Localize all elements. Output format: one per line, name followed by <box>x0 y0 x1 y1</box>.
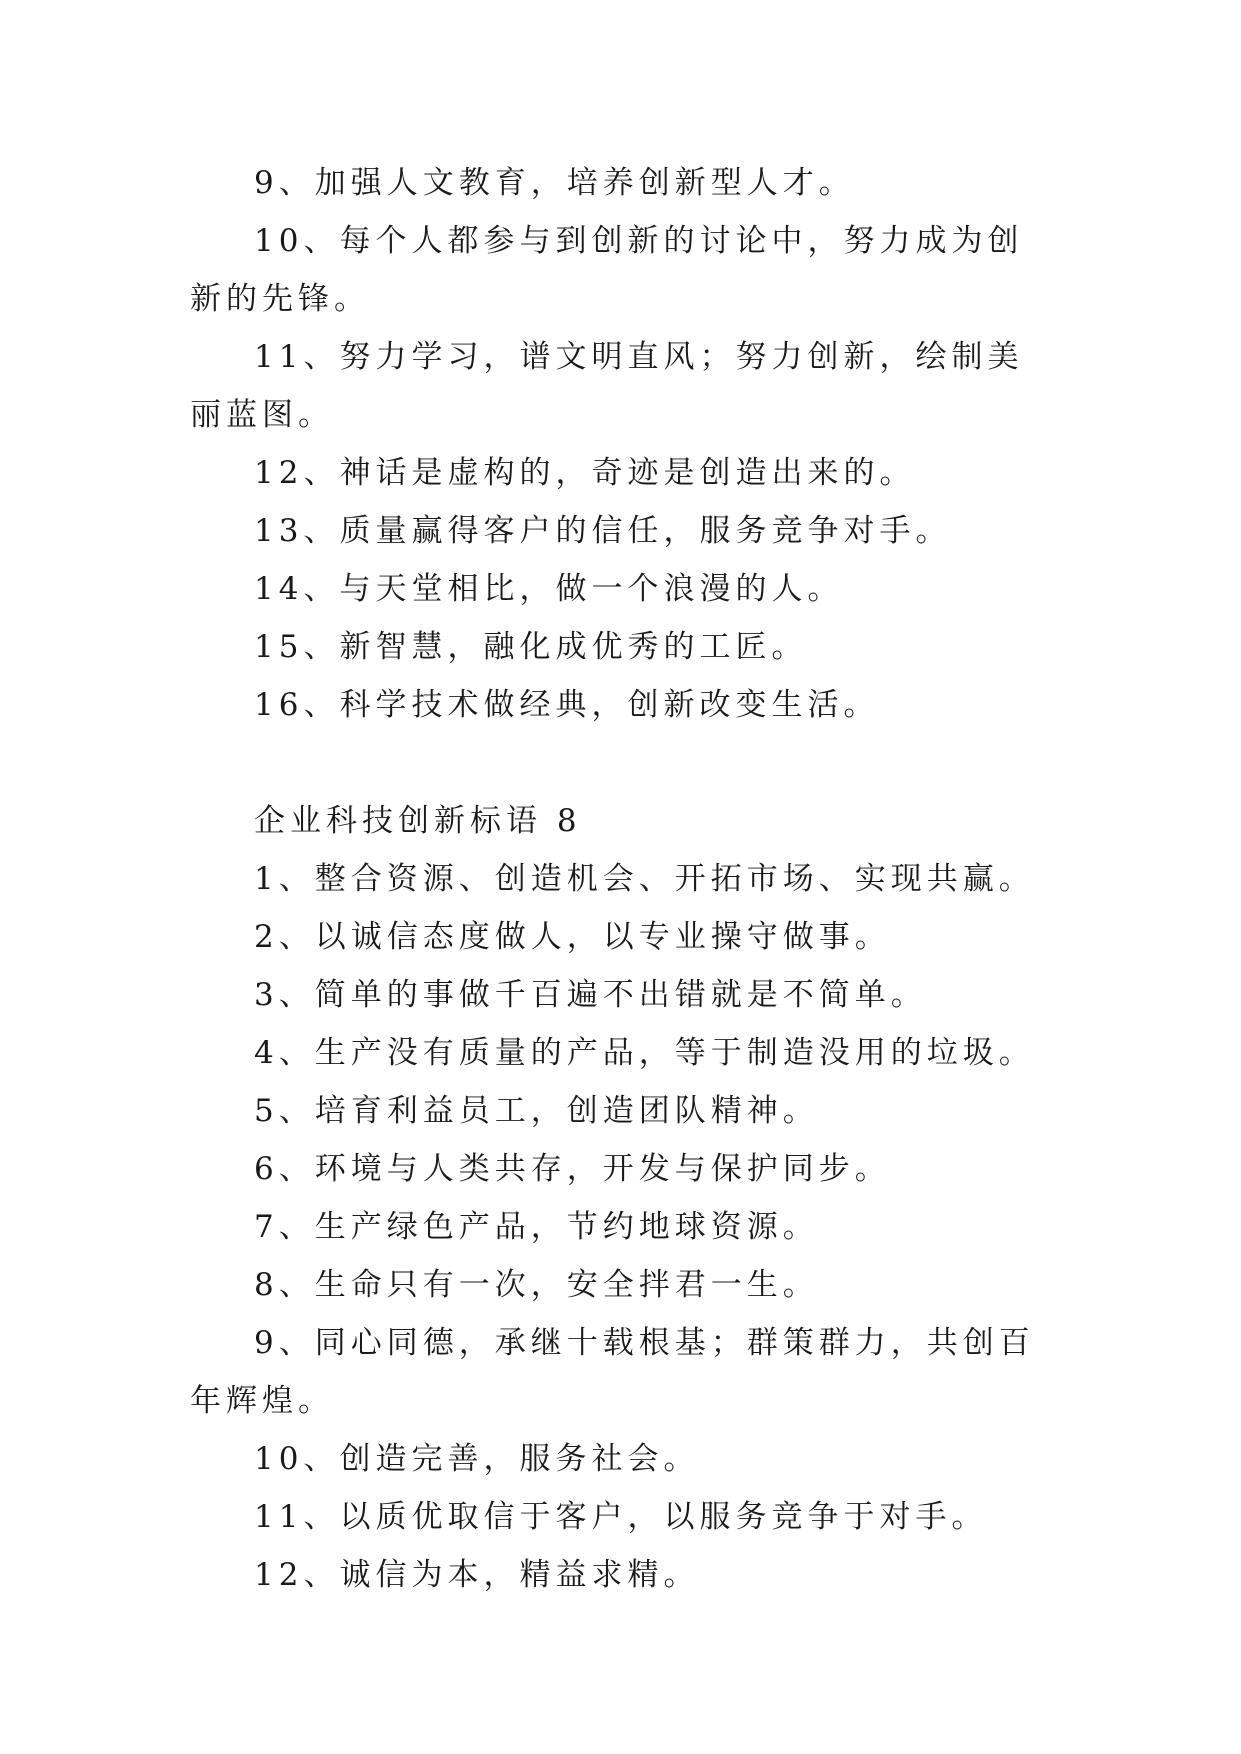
document-body <box>190 154 1050 1604</box>
list-item: 16、科学技术做经典，创新改变生活。 <box>254 687 880 723</box>
list-item: 15、新智慧，融化成优秀的工匠。 <box>254 629 808 665</box>
list-item: 12、诚信为本，精益求精。 <box>254 1557 700 1593</box>
list-item: 12、神话是虚构的，奇迹是创造出来的。 <box>254 455 916 491</box>
section-heading: 企业科技创新标语 8 <box>254 803 582 839</box>
list-item: 14、与天堂相比，做一个浪漫的人。 <box>254 571 844 607</box>
list-item: 4、生产没有质量的产品，等于制造没用的垃圾。 <box>254 1035 1035 1071</box>
list-item: 3、简单的事做千百遍不出错就是不简单。 <box>254 977 927 1013</box>
list-item: 10、每个人都参与到创新的讨论中，努力成为创新的先锋。 <box>190 223 1024 317</box>
list-item: 10、创造完善，服务社会。 <box>254 1441 700 1477</box>
list-item: 2、以诚信态度做人，以专业操守做事。 <box>254 919 891 955</box>
list-item: 1、整合资源、创造机会、开拓市场、实现共赢。 <box>254 861 1035 897</box>
list-item: 11、以质优取信于客户，以服务竞争于对手。 <box>254 1499 988 1535</box>
list-item: 7、生产绿色产品，节约地球资源。 <box>254 1209 819 1245</box>
list-item: 11、努力学习，谱文明直风；努力创新，绘制美丽蓝图。 <box>190 339 1024 433</box>
list-item: 9、加强人文教育，培养创新型人才。 <box>254 165 855 201</box>
section-spacer <box>190 734 1050 792</box>
list-item: 6、环境与人类共存，开发与保护同步。 <box>254 1151 891 1187</box>
list-item: 8、生命只有一次，安全拌君一生。 <box>254 1267 819 1303</box>
list-item: 13、质量赢得客户的信任，服务竞争对手。 <box>254 513 952 549</box>
list-item: 5、培育利益员工，创造团队精神。 <box>254 1093 819 1129</box>
list-item: 9、同心同德，承继十载根基；群策群力，共创百年辉煌。 <box>190 1325 1035 1419</box>
